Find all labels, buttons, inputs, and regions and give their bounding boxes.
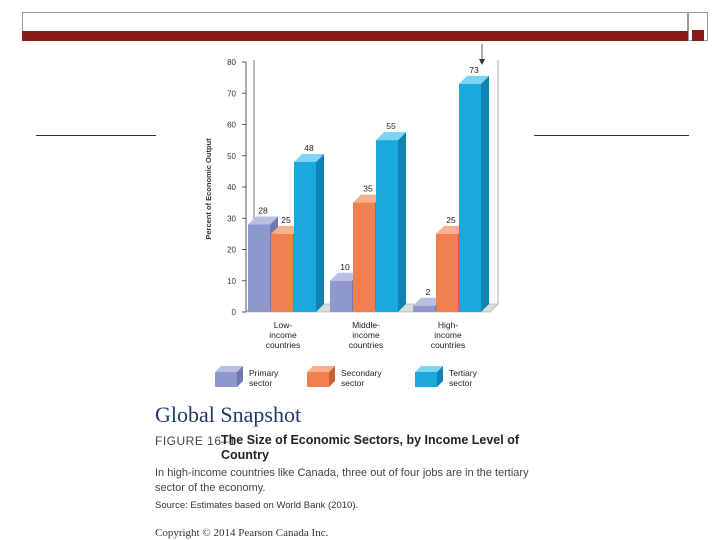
category-label-line: income <box>434 330 462 340</box>
y-tick-label: 50 <box>227 151 236 161</box>
legend-swatch <box>415 372 437 387</box>
bar <box>376 140 398 312</box>
y-axis-title: Percent of Economic Output <box>204 138 213 240</box>
figure-caption: In high-income countries like Canada, three out of four jobs are in the tertiary sector of the economy. <box>155 467 529 494</box>
data-label: 55 <box>386 121 396 132</box>
bar <box>353 203 375 312</box>
bar <box>413 306 435 312</box>
y-tick-label: 10 <box>227 276 236 286</box>
bar-side <box>316 154 324 312</box>
y-tick-label: 80 <box>227 58 236 67</box>
category-label-line: Low- <box>273 320 293 330</box>
y-tick-label: 30 <box>227 214 236 224</box>
legend-swatch <box>215 372 237 387</box>
data-label: 10 <box>340 261 350 272</box>
category-label-line: Middle- <box>352 320 380 330</box>
chart-legend <box>215 366 478 388</box>
data-label: 73 <box>469 64 479 75</box>
data-label: 25 <box>281 214 291 225</box>
legend-label <box>249 368 279 388</box>
bar-side <box>398 132 406 312</box>
y-tick-label: 70 <box>227 89 236 99</box>
bar <box>459 84 481 312</box>
data-label: 2 <box>425 286 431 297</box>
legend-label <box>341 368 382 388</box>
copyright-notice: Copyright © 2014 Pearson Canada Inc. <box>155 527 329 539</box>
figure-title: The Size of Economic Sectors, by Income Level of Country <box>221 433 519 462</box>
figure-source: Source: Estimates based on World Bank (2010). <box>155 500 359 511</box>
bar <box>330 281 352 312</box>
legend-label-line: Primary <box>249 368 279 378</box>
category-label-line: income <box>352 330 380 340</box>
legend-label-line: Secondary <box>341 368 382 378</box>
legend-label-line: sector <box>249 378 273 388</box>
data-label: 25 <box>446 214 456 225</box>
annotation-arrow-head <box>479 59 485 65</box>
legend-label <box>449 368 478 388</box>
category-label <box>431 320 466 350</box>
bar <box>271 234 293 312</box>
legend-label-line: sector <box>341 378 365 388</box>
y-tick-label: 0 <box>231 308 236 317</box>
data-label: 35 <box>363 183 373 194</box>
chart-bars <box>248 76 489 312</box>
y-tick-label: 60 <box>227 120 236 130</box>
data-label: 28 <box>258 205 268 216</box>
category-label <box>266 320 301 350</box>
figure-label: FIGURE 16–1 <box>155 434 236 448</box>
chart-category-labels <box>266 320 466 350</box>
y-tick-label: 40 <box>227 183 236 192</box>
category-label-line: High- <box>437 320 459 330</box>
category-label-line: income <box>269 330 297 340</box>
legend-label-line: Tertiary <box>449 368 477 378</box>
category-label-line: countries <box>348 340 384 350</box>
figure-heading: Global Snapshot <box>155 402 302 427</box>
category-label-line: countries <box>430 340 466 350</box>
category-label <box>349 320 384 350</box>
category-label-line: countries <box>265 340 301 350</box>
y-tick-label: 20 <box>227 245 236 255</box>
legend-label-line: sector <box>449 378 473 388</box>
data-label: 48 <box>304 143 314 153</box>
bar-side <box>481 76 489 312</box>
legend-swatch <box>307 372 329 387</box>
bar <box>248 225 270 313</box>
bar <box>294 162 316 312</box>
bar <box>436 234 458 312</box>
